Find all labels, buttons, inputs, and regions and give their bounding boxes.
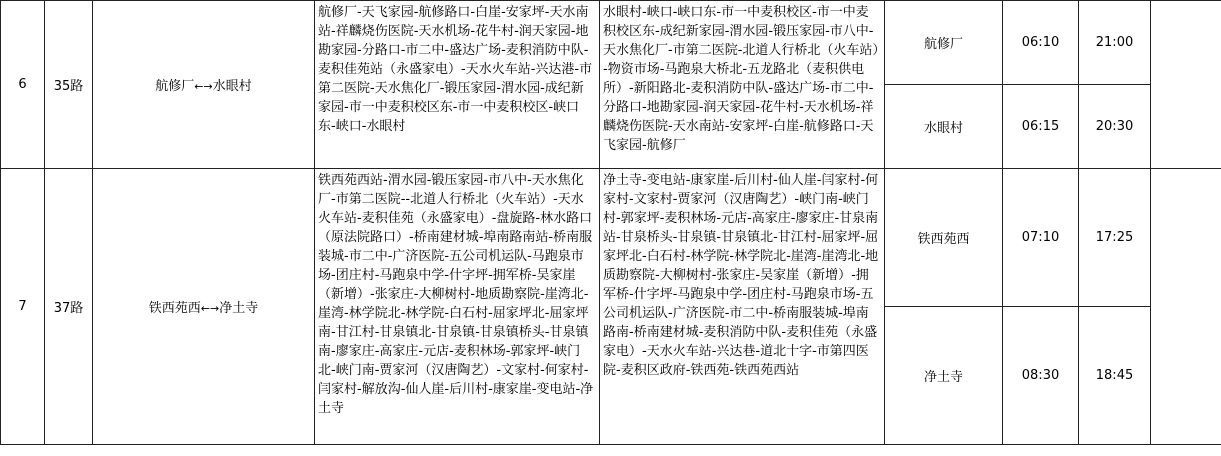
row-number: 7 [1, 169, 45, 445]
departure-station: 净土寺 [885, 307, 1003, 445]
empty-cell [1151, 1, 1221, 169]
terminal-start: 铁西苑西 [148, 301, 201, 316]
inbound-stops: 净土寺-变电站-康家崖-后川村-仙人崖-闫家村-何家村-文家村-贾家河（汉唐陶艺）-峡门南-峡门村-郭家坪-麦积林场-元店-高家庄-廖家庄-甘泉南站-甘泉桥头-甘泉镇-甘泉镇北-甘江村-屈家坪-屈家坪北-白石村-林学院-林学院北-崖湾-崖湾北-地质勘察院-大柳树村-张家庄-吴家崖（新增）-拥军桥-什字坪-马跑泉中学-团庄村-马跑泉市场-五公司机运队-广济医院-市二中-桥南服装城-埠南路南-桥南建材城-麦积消防中队-麦积佳苑（永盛家电）-天水火车站-兴达巷-道北十字-市第四医院-麦积区政府-铁西苑-铁西苑西站 [600, 169, 885, 445]
last-bus-time: 20:30 [1079, 85, 1151, 169]
departure-station: 铁西苑西 [885, 169, 1003, 307]
departure-station: 航修厂 [885, 1, 1003, 85]
inbound-stops: 水眼村-峡口-峡口东-市一中麦积校区-市一中麦积校区东-成纪新家园-渭水园-锻压家园-市八中-天水焦化厂-市第二医院-北道人行桥北（火车站）-物资市场-马跑泉大桥北-五龙路北（麦积供电所）-新阳路北-麦积消防中队-盛达广场-市二中-分路口-地勘家园-润天家园-花牛村-天水机场-祥麟烧伤医院-天水南站-安家坪-白崖-航修路口-天飞家园-航修厂 [600, 1, 885, 169]
row-number: 6 [1, 1, 45, 169]
route-terminals [93, 169, 315, 445]
outbound-stops: 铁西苑西站-渭水园-锻压家园-市八中-天水焦化厂-市第二医院--北道人行桥北（火车站）-天水火车站-麦积佳苑（永盛家电）-盘旋路-林水路口（原法院路口）-桥南建材城-埠南路南站-桥南服装城-市二中-广济医院-五公司机运队-马跑泉市场-团庄村-马跑泉中学-什字坪-拥军桥-吴家崖（新增）-张家庄-大柳树村-地质勘察院-崖湾北-崖湾-林学院北-林学院-白石村-屈家坪北-屈家坪南-甘江村-甘泉镇北-甘泉镇-甘泉镇桥头-甘泉镇南-廖家庄-高家庄-元店-麦积林场-郭家坪-峡门北-峡门南-贾家河（汉唐陶艺）-文家村-何家村-闫家村-解放沟-仙人崖-后川村-康家崖-变电站-净土寺 [315, 169, 600, 445]
table-row [1, 169, 1221, 307]
bidirectional-arrow-icon: ←→ [194, 80, 213, 93]
terminal-end: 净土寺 [219, 301, 259, 316]
terminal-start: 航修厂 [155, 79, 195, 94]
route-name: 35路 [45, 1, 93, 169]
empty-cell [1151, 169, 1221, 445]
last-bus-time: 18:45 [1079, 307, 1151, 445]
first-bus-time: 07:10 [1003, 169, 1079, 307]
outbound-stops: 航修厂-天飞家园-航修路口-白崖-安家坪-天水南站-祥麟烧伤医院-天水机场-花牛村-润天家园-地勘家园-分路口-市二中-盛达广场-麦积消防中队-麦积佳苑站（永盛家电）-天水火车站-兴达港-市第二医院-天水焦化厂-锻压家园-渭水园-成纪新家园-市一中麦积校区东-市一中麦积校区-峡口东-峡口-水眼村 [315, 1, 600, 169]
first-bus-time: 06:10 [1003, 1, 1079, 85]
route-name: 37路 [45, 169, 93, 445]
last-bus-time: 17:25 [1079, 169, 1151, 307]
table-row [1, 1, 1221, 85]
route-terminals [93, 1, 315, 169]
first-bus-time: 08:30 [1003, 307, 1079, 445]
first-bus-time: 06:15 [1003, 85, 1079, 169]
last-bus-time: 21:00 [1079, 1, 1151, 85]
terminal-end: 水眼村 [212, 79, 252, 94]
bidirectional-arrow-icon: ←→ [200, 302, 220, 315]
departure-station: 水眼村 [885, 85, 1003, 169]
